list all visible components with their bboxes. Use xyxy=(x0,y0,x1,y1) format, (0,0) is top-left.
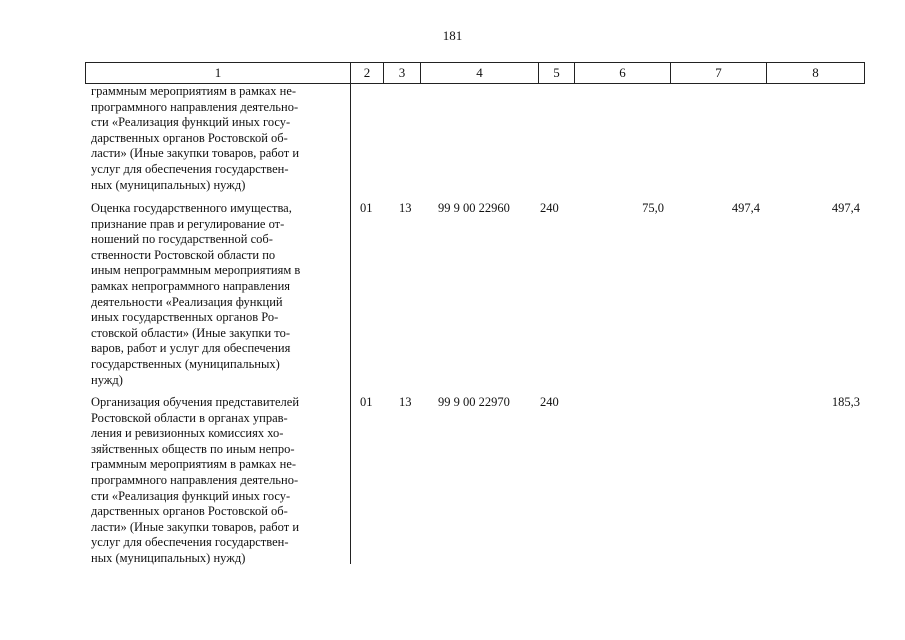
row-2-col-5: 240 xyxy=(540,201,559,215)
row-2-col-7: 497,4 xyxy=(731,201,760,215)
header-col-6: 6 xyxy=(575,63,671,83)
header-col-4: 4 xyxy=(421,63,539,83)
row-3-col-8: 185,3 xyxy=(831,395,860,409)
row-3-col-3: 13 xyxy=(399,395,412,409)
row-2-col-4: 99 9 00 22960 xyxy=(438,201,510,215)
row-1-description: граммным мероприятиям в рамках не- программного направления деятельно- сти «Реализация функций иных госу- дарственных органов Ростовской об- ласти» (Иные закупки товаров, работ и услуг для обеспечения государствен- ных (муниципальных) нужд) xyxy=(91,84,300,192)
row-3-col-2: 01 xyxy=(360,395,373,409)
header-col-7: 7 xyxy=(671,63,767,83)
header-col-1: 1 xyxy=(86,63,351,83)
row-2-col-3: 13 xyxy=(399,201,412,215)
row-2-description: Оценка государственного имущества, признание прав и регулирование от- ношений по государственной соб- ственности Ростовской области по иным непрограммным мероприятиям в рамках непрограммного направления деятельности «Реализация функций иных государственных органов Ро- стовской области» (Иные закупки то- варов, работ и услуг для обеспечения государственных (муниципальных) нужд) xyxy=(91,201,301,387)
row-3-description: Организация обучения представителей Ростовской области в органах управ- ления и ревизионных комиссиях хо- зяйственных обществ по иным непро- граммным мероприятиям в рамках не- программного направления деятельно- сти «Реализация функций иных госу- дарственных органов Ростовской об- ласти» (Иные закупки товаров, работ и услуг для обеспечения государствен- ных (муниципальных) нужд) xyxy=(91,395,300,565)
row-3-col-4: 99 9 00 22970 xyxy=(438,395,510,409)
header-col-3: 3 xyxy=(384,63,421,83)
header-col-5: 5 xyxy=(539,63,575,83)
page-number: 181 xyxy=(442,28,463,43)
row-2-col-2: 01 xyxy=(360,201,373,215)
row-2-col-8: 497,4 xyxy=(831,201,860,215)
header-col-8: 8 xyxy=(812,65,819,80)
row-2-col-6: 75,0 xyxy=(642,201,664,215)
header-col-2: 2 xyxy=(351,63,384,83)
table-header-row xyxy=(85,62,865,84)
column-divider xyxy=(350,84,351,564)
row-3-col-5: 240 xyxy=(540,395,559,409)
